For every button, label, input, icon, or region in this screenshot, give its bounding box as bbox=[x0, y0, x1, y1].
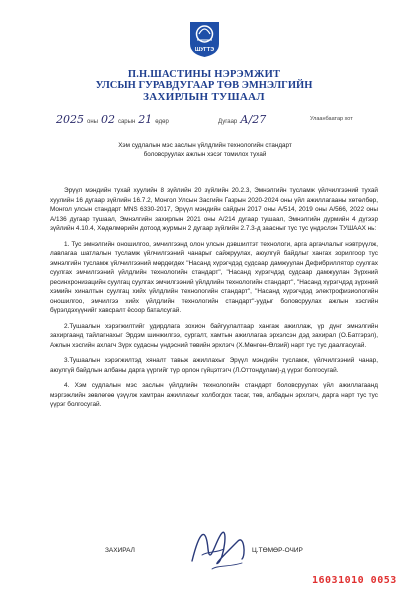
body-paragraph-3: 3.Тушаалын хэрэгжилтэд хяналт тавьж ажиллахыг Эрүүл мэндийн тусламж, үйлчилгээний чанар, аюулгүй байдлын албаны дарга үүргийг түр орлон гүйцэтгэгч (Л.Оттондулам)-д үүрэг болгосугай. bbox=[50, 357, 378, 374]
body-paragraph-2: 2.Тушаалын хэрэгжилтийг удирдлага зохион байгуулалтаар хангаж ажиллаж, үр дүнг эмнэлгийн захиргаанд тайлагнахыг Эрдэм шинжилгээ, сургалт, хамтын ажиллагаа эрхэлсэн дэд захирал (О.Батгэрэл), Ажлын хэсгийн ахлагч Зүрх судасны үндэсний төвийн эрхлэгч (Х.Мөнгөн-Өлзий) нарт тус тус даалгасугай. bbox=[50, 322, 378, 349]
body-paragraph-preamble: Эрүүл мэндийн тухай хуулийн 8 зүйлийн 20 зүйлийн 20.2.3, Эмнэлгийн тусламж үйлчилгээний тухай хуулийн 16 дугаар зүйлийн 16.7.2, Монгол Улсын Засгийн Газрын 2020-2024 оны үйл ажиллагааны хөтөлбөр, Монгол улсын стандарт MNS 6330-2017, Эрүүл мэндийн сайдын 2017 оны А/514, 2019 оны А/566, 2022 оны А/136 дугаар тушаал, Эмнэлгийн захирлын 2021 оны А/214 дугаар тушаал, Эмнэлгийн дүрмийн 4 дүгээр зүйлийн 4.10.4, Хөдөлмөрийн дотоод журмын 2 дугаар зүйлийн 2.7.3-д заасныг тус тус үндэслэн ТУШААХ нь: bbox=[50, 187, 378, 232]
date-row bbox=[56, 113, 169, 126]
order-title: ЗАХИРЛЫН ТУШААЛ bbox=[143, 91, 265, 103]
signatory-name: Ц.ТӨМӨР-ОЧИР bbox=[252, 547, 303, 554]
hospital-logo bbox=[186, 20, 223, 58]
order-body bbox=[50, 186, 378, 416]
logo-text: ШУГТЭ bbox=[194, 47, 215, 53]
city-label: Улаанбаатар хот bbox=[310, 116, 353, 122]
signature-block bbox=[0, 519, 408, 579]
hospital-name-line1: П.Н.ШАСТИНЫ НЭРЭМЖИТ bbox=[127, 69, 281, 80]
date-day-suffix: өдөр bbox=[155, 119, 169, 125]
body-paragraph-1: 1. Тус эмнэлгийн оношилгоо, эмчилгээнд олон улсын дэвшилтэт технологи, арга аргачлалыг нэвтрүүлж, лавлагаа шатлалын тусламж үйлчилгээний чанарыг сайжруулах, аюулгүй байдлыг хангах зорилгоор тус эмнэлгийн тусламж үйлчилгээний мөрдөгдөх "Насанд хүрэгчдэд судсаар дамжуулан Дефибриллятор суулгах суулгах эмчилгээний үйлдлийн технологийн стандарт", "Насанд хүрэгчдэд судсаар дамжуулан Зүрхний ресинхронизацийн суулгац суулгах эмчилгээний үйлдлийн технологийн стандарт", "Насанд хүрэгчдэд зүрхний хэмийн хиналтын суулгац хийх үйлдлийн технологийн стандарт", "Насанд хүрэгчдэд электрофизиологийн оношилгоо, эмчилгээ хийх үйлдлийн технологийн стандарт"-уудыг боловсруулах ажлын хэсгийн бүрэлдэхүүнийг хавсралт ёсоор баталсугай. bbox=[50, 240, 378, 314]
document-serial-number: 16031010 0053 bbox=[312, 575, 397, 586]
body-paragraph-4: 4. Хэм судлалын мэс заслын үйлдлийн технологийн стандарт боловсруулах үйл ажиллагаанд мэргэжлийн зөвлөгөө үзүүлж хамтран ажиллахыг холбогдох тасаг, төв, албадын эрхлэгч, дарга нарт тус тус үүрэг болгосугай. bbox=[50, 382, 378, 408]
order-number: А/27 bbox=[240, 113, 267, 126]
hospital-name-line2: УЛСЫН ГУРАВДУГААР ТӨВ ЭМНЭЛГИЙН bbox=[95, 80, 313, 91]
signatory-title: ЗАХИРАЛ bbox=[105, 547, 135, 554]
date-month-suffix: сарын bbox=[117, 119, 136, 125]
date-day: 21 bbox=[138, 113, 153, 126]
date-month: 02 bbox=[100, 113, 115, 126]
handwritten-signature bbox=[172, 519, 262, 579]
date-year-suffix: оны bbox=[87, 119, 98, 125]
date-year: 2025 bbox=[56, 113, 84, 126]
order-number-row bbox=[218, 113, 266, 126]
hospital-logo-icon bbox=[186, 20, 223, 58]
order-subject: Хэм судлалын мэс заслын үйлдлийн технологийн стандарт боловсруулах ажлын хэсэг томилох тухай bbox=[118, 142, 292, 158]
order-number-label: Дугаар bbox=[218, 119, 238, 125]
